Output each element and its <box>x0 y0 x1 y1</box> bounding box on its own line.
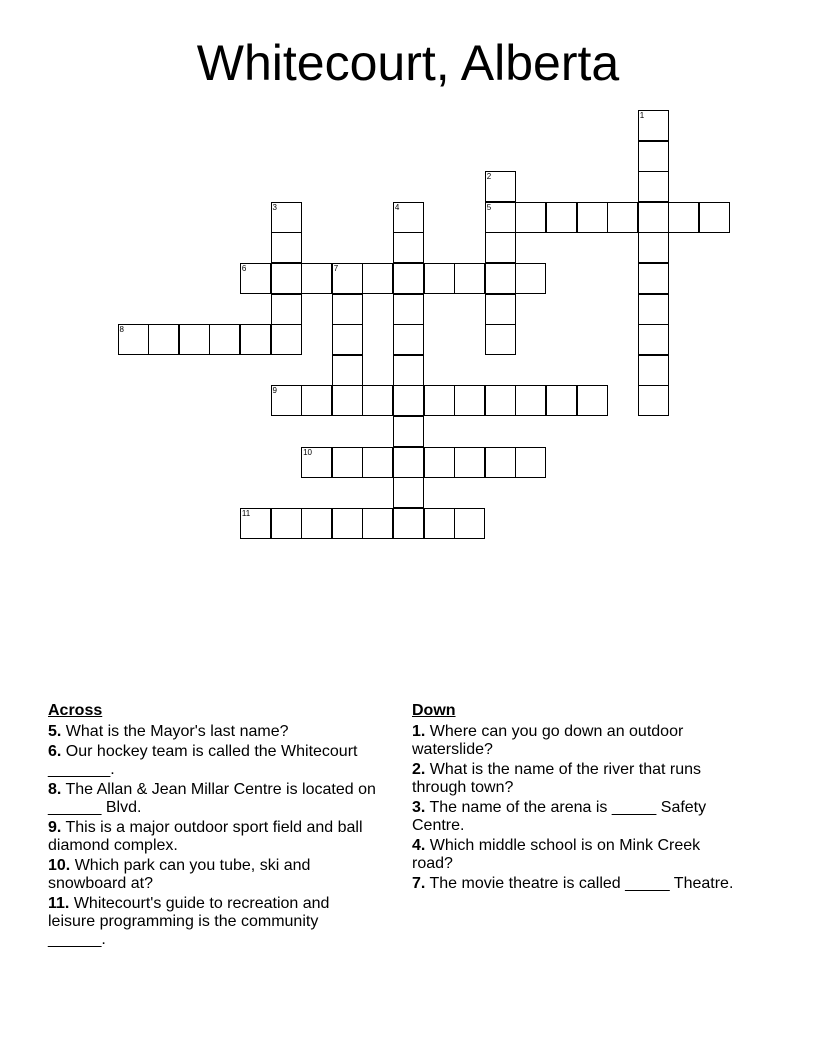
cell-number: 10 <box>303 447 312 457</box>
grid-cell[interactable] <box>362 508 393 539</box>
grid-cell[interactable] <box>271 508 302 539</box>
grid-cell[interactable] <box>209 324 240 355</box>
down-clue <box>412 723 742 759</box>
clue-text: Where can you go down an outdoor waterslide? <box>412 723 684 758</box>
clue-number: 10. <box>48 857 71 874</box>
down-clue <box>412 837 742 873</box>
grid-cell[interactable] <box>638 294 669 325</box>
clue-number: 7. <box>412 875 426 892</box>
grid-cell[interactable] <box>638 141 669 172</box>
clue-text: What is the name of the river that runs through town? <box>412 761 702 796</box>
grid-cell[interactable] <box>332 447 363 478</box>
grid-cell[interactable] <box>638 232 669 263</box>
grid-cell[interactable] <box>515 385 546 416</box>
across-heading: Across <box>48 702 103 719</box>
across-clue <box>48 743 378 779</box>
grid-cell[interactable] <box>240 263 271 294</box>
grid-cell[interactable] <box>301 263 332 294</box>
page-title: Whitecourt, Alberta <box>196 35 620 91</box>
grid-cell[interactable] <box>454 385 485 416</box>
clue-number: 4. <box>412 837 426 854</box>
grid-cell[interactable] <box>485 263 516 294</box>
grid-cell[interactable] <box>424 385 455 416</box>
grid-cell[interactable] <box>546 202 577 233</box>
grid-cell[interactable] <box>454 508 485 539</box>
grid-cell[interactable] <box>179 324 210 355</box>
clue-text: Which park can you tube, ski and snowboard at? <box>48 857 311 892</box>
cell-number: 8 <box>119 325 124 335</box>
clue-text: This is a major outdoor sport field and ball diamond complex. <box>48 819 363 854</box>
cell-number: 9 <box>272 386 277 396</box>
grid-cell[interactable] <box>393 385 424 416</box>
grid-cell[interactable] <box>393 508 424 539</box>
cell-number: 5 <box>486 202 492 212</box>
grid-cell[interactable] <box>393 232 424 263</box>
grid-cell[interactable] <box>362 447 393 478</box>
grid-cell[interactable] <box>485 385 516 416</box>
grid-cell[interactable] <box>332 324 363 355</box>
clue-text: Which middle school is on Mink Creek road? <box>412 837 701 872</box>
clue-number: 6. <box>48 743 62 760</box>
across-clue <box>48 723 378 741</box>
grid-cell[interactable] <box>424 447 455 478</box>
grid-cell[interactable] <box>485 202 516 233</box>
across-clue <box>48 819 378 855</box>
grid-cell[interactable] <box>332 508 363 539</box>
grid-cell[interactable] <box>148 324 179 355</box>
down-clue <box>412 875 742 893</box>
grid-cell[interactable] <box>271 294 302 325</box>
grid-cell[interactable] <box>515 263 546 294</box>
across-clue <box>48 895 378 949</box>
grid-cell[interactable] <box>240 324 271 355</box>
grid-cell[interactable] <box>454 447 485 478</box>
grid-cell[interactable] <box>454 263 485 294</box>
grid-cell[interactable] <box>362 263 393 294</box>
grid-cell[interactable] <box>638 202 669 233</box>
clue-text: Our hockey team is called the Whitecourt _______. <box>48 743 358 778</box>
grid-cell[interactable] <box>607 202 638 233</box>
grid-cell[interactable] <box>638 263 669 294</box>
cell-number: 4 <box>394 202 400 212</box>
grid-cell[interactable] <box>393 477 424 508</box>
grid-cell[interactable] <box>485 171 516 202</box>
grid-cell[interactable] <box>424 508 455 539</box>
grid-cell[interactable] <box>271 263 302 294</box>
grid-cell[interactable] <box>271 232 302 263</box>
cell-number: 1 <box>639 111 645 120</box>
grid-cell[interactable] <box>271 385 302 416</box>
clue-text: What is the Mayor's last name? <box>65 723 289 740</box>
cell-number: 6 <box>241 264 247 273</box>
grid-cell[interactable] <box>577 385 608 416</box>
clue-number: 1. <box>412 723 426 740</box>
grid-cell[interactable] <box>485 324 516 355</box>
cell-number: 7 <box>333 264 339 273</box>
grid-cell[interactable] <box>332 355 363 386</box>
grid-cell[interactable] <box>393 355 424 386</box>
grid-cell[interactable] <box>485 232 516 263</box>
grid-cell[interactable] <box>332 263 363 294</box>
grid-cell[interactable] <box>393 447 424 478</box>
grid-cell[interactable] <box>393 416 424 447</box>
grid-cell[interactable] <box>638 324 669 355</box>
down-heading: Down <box>412 702 456 719</box>
clue-number: 8. <box>48 781 62 798</box>
grid-cell[interactable] <box>515 447 546 478</box>
grid-cell[interactable] <box>301 385 332 416</box>
clue-number: 5. <box>48 723 62 740</box>
grid-cell[interactable] <box>301 447 332 478</box>
clue-text: The name of the arena is _____ Safety Centre. <box>412 799 707 834</box>
across-clues <box>48 701 378 951</box>
grid-cell[interactable] <box>638 171 669 202</box>
grid-cell[interactable] <box>393 294 424 325</box>
cell-number: 3 <box>272 202 277 212</box>
grid-cell[interactable] <box>485 294 516 325</box>
down-clue <box>412 799 742 835</box>
across-clue <box>48 857 378 893</box>
grid-cell[interactable] <box>638 355 669 386</box>
grid-cell[interactable] <box>362 385 393 416</box>
across-clue <box>48 781 378 817</box>
grid-cell[interactable] <box>638 385 669 416</box>
clue-text: The Allan & Jean Millar Centre is located on ______ Blvd. <box>48 781 376 816</box>
grid-cell[interactable] <box>301 508 332 539</box>
grid-cell[interactable] <box>271 324 302 355</box>
clue-number: 3. <box>412 799 426 816</box>
cell-number: 11 <box>241 508 251 518</box>
clue-number: 11. <box>48 895 70 912</box>
cell-number: 2 <box>486 172 492 182</box>
down-clue <box>412 761 742 797</box>
grid-cell[interactable] <box>485 447 516 478</box>
grid-cell[interactable] <box>332 294 363 325</box>
grid-cell[interactable] <box>515 202 546 233</box>
grid-cell[interactable] <box>393 202 424 233</box>
grid-cell[interactable] <box>332 385 363 416</box>
grid-cell[interactable] <box>393 263 424 294</box>
clue-text: Whitecourt's guide to recreation and leisure programming is the community ______. <box>48 895 330 948</box>
down-clues <box>412 701 742 895</box>
grid-cell[interactable] <box>118 324 149 355</box>
clue-number: 2. <box>412 761 426 778</box>
grid-cell[interactable] <box>699 202 730 233</box>
grid-cell[interactable] <box>668 202 699 233</box>
clue-text: The movie theatre is called _____ Theatre. <box>429 875 734 892</box>
grid-cell[interactable] <box>638 110 669 141</box>
grid-cell[interactable] <box>393 324 424 355</box>
grid-cell[interactable] <box>577 202 608 233</box>
grid-cell[interactable] <box>546 385 577 416</box>
grid-cell[interactable] <box>271 202 302 233</box>
grid-cell[interactable] <box>424 263 455 294</box>
clue-number: 9. <box>48 819 62 836</box>
grid-cell[interactable] <box>240 508 271 539</box>
